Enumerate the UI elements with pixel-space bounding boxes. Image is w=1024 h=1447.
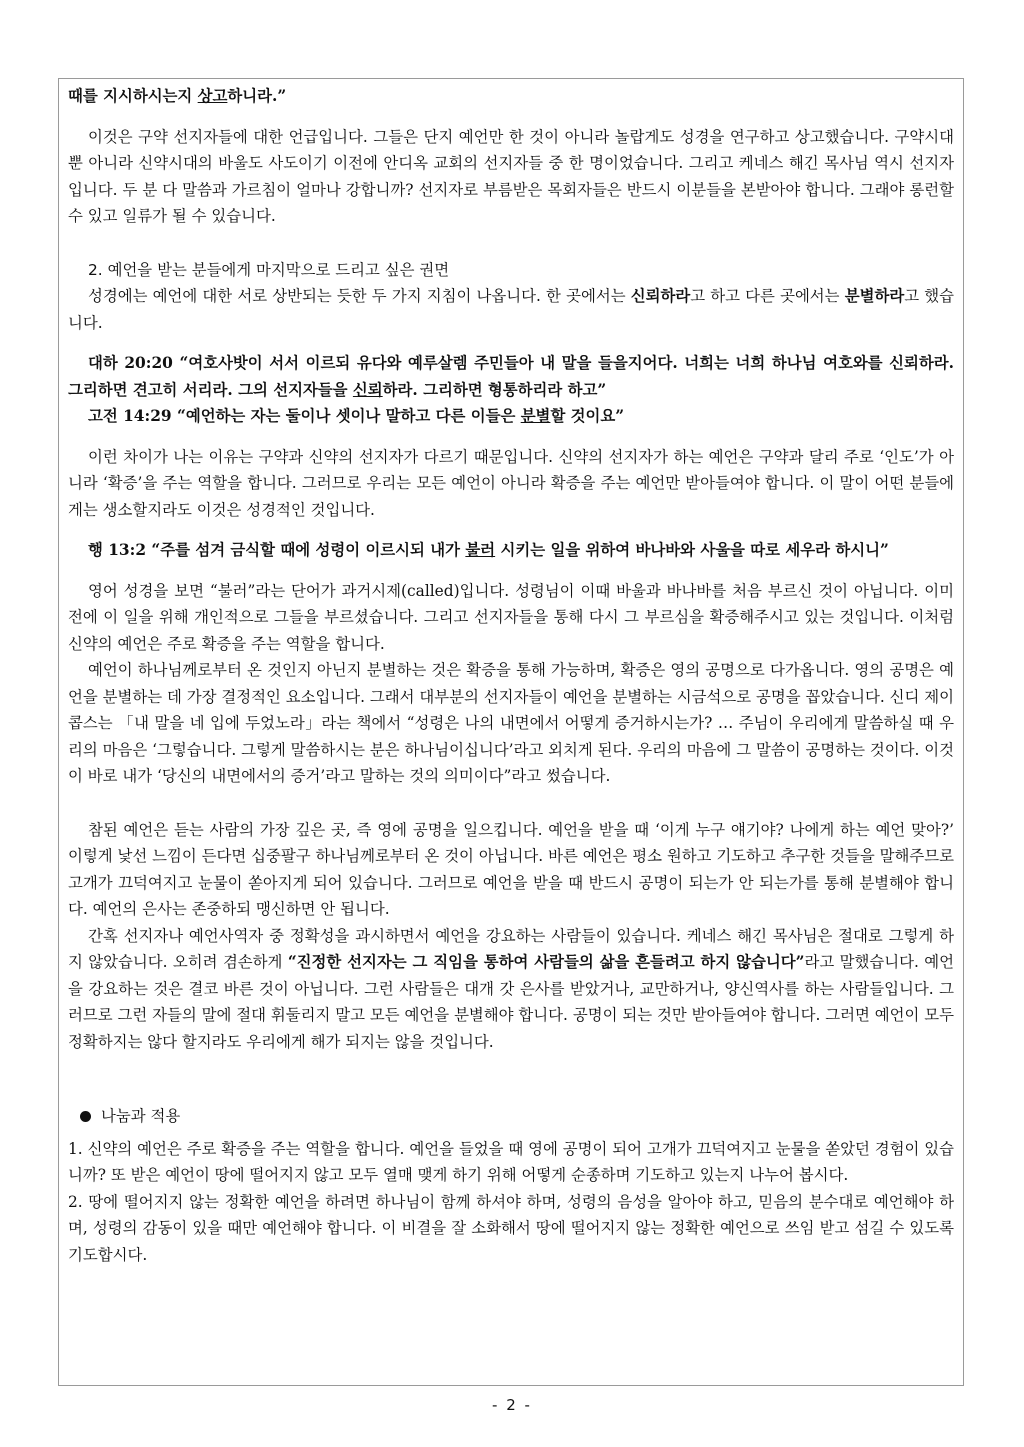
underlined-word: 상고 <box>197 87 228 105</box>
verse-acts <box>68 537 954 564</box>
text: 간혹 선지자나 예언사역자 중 정확성을 과시하면서 예언을 강요하는 사람들이 있습니다. 케네스 해긴 목사님은 절대로 그렇게 하지 않았습니다. 오히려 겸손하게 <box>68 926 954 971</box>
text: 성경에는 예언에 대한 서로 상반되는 듯한 두 가지 지침이 나옵니다. 한 곳에서는 <box>88 287 631 305</box>
verse-continuation <box>68 83 954 110</box>
verse-text: 행 13:2 “주를 섬겨 금식할 때에 성령이 이르시되 내가 <box>88 541 466 559</box>
bold-word-discern: 분별하라 <box>844 287 905 305</box>
paragraph-forcing-prophecy <box>68 923 954 1056</box>
verse-text: 때를 지시하시는지 <box>68 87 198 105</box>
question-2: 2. 땅에 떨어지지 않는 정확한 예언을 하려면 하나님이 함께 하셔야 하며, 성령의 음성을 알아야 하고, 믿음의 분수대로 예언해야 하며, 성령의 감동이 있을 때만 예언해야 합니다. 이 비결을 잘 소화해서 땅에 떨어지지 않는 정확한 예언으로 쓰임 받고 섬길 수 있도록 기도합시다. <box>68 1192 954 1264</box>
verse-text: 고전 14:29 “예언하는 자는 둘이나 셋이나 말하고 다른 이들은 <box>88 407 521 425</box>
paragraph-two-guidelines <box>68 283 954 336</box>
page-number: - 2 - <box>492 1396 532 1414</box>
paragraph-difference: 이런 차이가 나는 이유는 구약과 신약의 선지자가 다르기 때문입니다. 신약의 선지자가 하는 예언은 구약과 달리 주로 ‘인도’가 아니라 ‘확증’을 주는 역할을 합니다. 그러므로 우리는 모든 예언이 아니라 확증을 주는 예언만 받아들여야 합니다. 이 말이 어떤 분들에게는 생소할지라도 이것은 성경적인 것입니다. <box>68 447 954 519</box>
text: 고 했습니다. <box>68 287 954 332</box>
verse-text: 대하 20:20 “여호사밧이 서서 이르되 유다와 예루살렘 주민들아 내 말을 들을지어다. 너희는 너희 하나님 여호와를 신뢰하라. 그리하면 견고히 서리라. 그의 선지자들을 <box>68 354 954 399</box>
text: 라고 말했습니다. 예언을 강요하는 것은 결코 바른 것이 아닙니다. 그런 사람들은 대개 갓 은사를 받았거나, 교만하거나, 양신역사를 하는 사람들입니다. 그러므로 그런 자들의 말에 절대 휘둘리지 말고 모든 예언을 분별해야 합니다. 공명이 되는 것만 받아들여야 합니다. 그러면 예언이 모두 정확하지는 않다 할지라도 우리에게 해가 되지는 않을 것입니다. <box>68 953 954 1051</box>
underlined-word: 분별 <box>520 407 551 425</box>
verse-2chronicles <box>68 350 954 403</box>
section-title-text: 나눔과 적용 <box>101 1107 181 1125</box>
verse-text-end: 하니라.” <box>227 87 287 105</box>
underlined-word: 신뢰 <box>352 380 383 399</box>
paragraph-english-bible: 영어 성경을 보면 “불러”라는 단어가 과거시제(called)입니다. 성령님이 이때 바울과 바나바를 처음 부르신 것이 아닙니다. 이미 전에 이 일을 위해 개인적으로 그들을 부르셨습니다. 그리고 선지자들을 통해 다시 그 부르심을 확증해주시고 있는 것입니다. 이처럼 신약의 예언은 주로 확증을 주는 역할을 합니다. <box>68 581 954 653</box>
document-body <box>68 83 954 1268</box>
verse-text-end: 하라. 그리하면 형통하리라 하고” <box>382 380 607 399</box>
section-heading-2: 2. 예언을 받는 분들에게 마지막으로 드리고 싶은 권면 <box>88 260 450 279</box>
paragraph-true-prophecy: 참된 예언은 듣는 사람의 가장 깊은 곳, 즉 영에 공명을 일으킵니다. 예언을 받을 때 ‘이게 누구 얘기야? 나에게 하는 예언 맞아?’ 이렇게 낯선 느낌이 든다면 십중팔구 하나님께로부터 온 것이 아닙니다. 바른 예언은 평소 원하고 기도하고 추구한 것들을 말해주므로 고개가 끄덕여지고 눈물이 쏟아지게 되어 있습니다. 그러므로 예언을 받을 때 반드시 공명이 되는가 안 되는가를 통해 분별해야 합니다. 예언의 은사는 존중하되 맹신하면 안 됩니다. <box>68 820 955 918</box>
bold-quote: “진정한 선지자는 그 직임을 통하여 사람들의 삶을 흔들려고 하지 않습니다” <box>287 953 805 971</box>
paragraph-resonance: 예언이 하나님께로부터 온 것인지 아닌지 분별하는 것은 확증을 통해 가능하며, 확증은 영의 공명으로 다가옵니다. 영의 공명은 예언을 분별하는 데 가장 결정적인 요소입니다. 그래서 대부분의 선지자들이 예언을 분별하는 시금석으로 공명을 꼽았습니다. 신디 제이콥스는 「내 말을 네 입에 두었노라」라는 책에서 “성령은 나의 내면에서 어떻게 증거하시는가? … 주님이 우리에게 말씀하실 때 우리의 마음은 ‘그렇습니다. 그렇게 말씀하시는 분은 하나님이십니다’라고 외치게 된다. 우리의 마음에 그 말씀이 공명하는 것이다. 이것이 바로 내가 ‘당신의 내면에서의 증거’라고 말하는 것의 의미이다”라고 썼습니다. <box>68 661 955 785</box>
bullet-icon <box>80 1111 91 1122</box>
question-1: 1. 신약의 예언은 주로 확증을 주는 역할을 합니다. 예언을 들었을 때 영에 공명이 되어 고개가 끄덕여지고 눈물을 쏟았던 경험이 있습니까? 또 받은 예언이 땅에 떨어지지 않고 모두 열매 맺게 하기 위해 어떻게 순종하며 기도하고 있는지 나누어 봅시다. <box>68 1139 954 1184</box>
text: 고 하고 다른 곳에서는 <box>690 287 845 305</box>
underlined-word: 불러 <box>465 541 496 559</box>
bold-word-trust: 신뢰하라 <box>630 287 691 305</box>
paragraph-prophets: 이것은 구약 선지자들에 대한 언급입니다. 그들은 단지 예언만 한 것이 아니라 놀랍게도 성경을 연구하고 상고했습니다. 구약시대뿐 아니라 신약시대의 바울도 사도이기 이전에 안디옥 교회의 선지자들 중 한 명이었습니다. 그리고 케네스 해긴 목사님 역시 선지자입니다. 두 분 다 말씀과 가르침이 얼마나 강합니까? 선지자로 부름받은 목회자들은 반드시 이분들을 본받아야 합니다. 그래야 롱런할 수 있고 일류가 될 수 있습니다. <box>68 127 954 225</box>
section-title-sharing <box>68 1103 954 1130</box>
verse-text-end: 시키는 일을 위하여 바나바와 사울을 따로 세우라 하시니” <box>495 541 889 559</box>
verse-1corinthians <box>68 403 954 430</box>
verse-text-end: 할 것이요” <box>550 407 625 425</box>
